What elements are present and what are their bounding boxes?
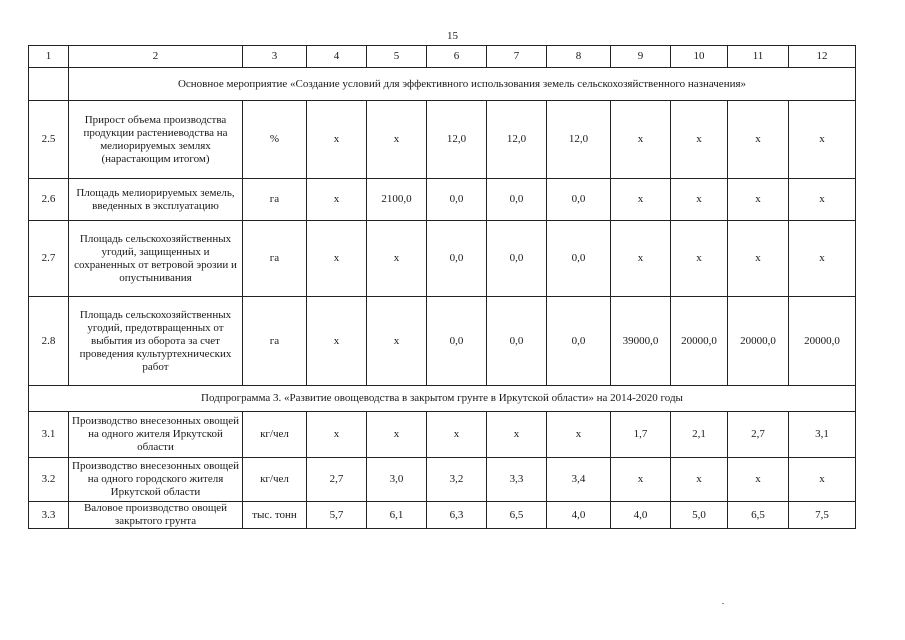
row-number: 3.2 <box>29 458 69 502</box>
value-cell: 3,0 <box>367 458 427 502</box>
unit-cell: га <box>243 179 307 221</box>
header-row <box>29 46 856 68</box>
value-cell: х <box>307 179 367 221</box>
header-cell: 2 <box>69 46 243 68</box>
value-cell: х <box>789 179 856 221</box>
header-cell: 4 <box>307 46 367 68</box>
header-cell: 5 <box>367 46 427 68</box>
header-cell: 7 <box>487 46 547 68</box>
empty-cell <box>29 68 69 101</box>
section-row-main-activity <box>29 68 856 101</box>
table-row-2-6 <box>29 179 856 221</box>
value-cell: х <box>367 297 427 386</box>
value-cell: 0,0 <box>427 179 487 221</box>
value-cell: х <box>307 101 367 179</box>
value-cell: 12,0 <box>547 101 611 179</box>
value-cell: х <box>671 221 728 297</box>
value-cell: 0,0 <box>547 179 611 221</box>
value-cell: х <box>611 221 671 297</box>
value-cell: 3,4 <box>547 458 611 502</box>
indicator-name: Производство внесезонных овощей на одного жителя Иркутской области <box>69 412 243 458</box>
unit-cell: га <box>243 221 307 297</box>
value-cell: 0,0 <box>547 297 611 386</box>
value-cell: 12,0 <box>487 101 547 179</box>
value-cell: 20000,0 <box>728 297 789 386</box>
table-row-3-2 <box>29 458 856 502</box>
unit-cell: кг/чел <box>243 458 307 502</box>
value-cell: х <box>728 101 789 179</box>
value-cell: 6,5 <box>728 502 789 529</box>
value-cell: 20000,0 <box>789 297 856 386</box>
indicator-name: Производство внесезонных овощей на одного городского жителя Иркутской области <box>69 458 243 502</box>
value-cell: х <box>789 101 856 179</box>
value-cell: 12,0 <box>427 101 487 179</box>
table-row-3-3 <box>29 502 856 529</box>
row-number: 2.5 <box>29 101 69 179</box>
table-row-2-8 <box>29 297 856 386</box>
value-cell: х <box>611 458 671 502</box>
indicator-name: Площадь сельскохозяйственных угодий, защищенных и сохраненных от ветровой эрозии и опустынивания <box>69 221 243 297</box>
header-cell: 6 <box>427 46 487 68</box>
value-cell: 2,1 <box>671 412 728 458</box>
value-cell: 5,0 <box>671 502 728 529</box>
value-cell: х <box>367 221 427 297</box>
value-cell: 4,0 <box>547 502 611 529</box>
header-cell: 1 <box>29 46 69 68</box>
row-number: 3.1 <box>29 412 69 458</box>
indicators-table <box>28 45 856 529</box>
row-number: 2.7 <box>29 221 69 297</box>
scan-speck <box>722 603 724 604</box>
unit-cell: га <box>243 297 307 386</box>
value-cell: 3,3 <box>487 458 547 502</box>
value-cell: х <box>307 412 367 458</box>
value-cell: х <box>367 101 427 179</box>
unit-cell: кг/чел <box>243 412 307 458</box>
value-cell: 3,1 <box>789 412 856 458</box>
value-cell: 2100,0 <box>367 179 427 221</box>
value-cell: 0,0 <box>487 297 547 386</box>
value-cell: х <box>671 101 728 179</box>
value-cell: 6,1 <box>367 502 427 529</box>
value-cell: 0,0 <box>487 179 547 221</box>
value-cell: 6,5 <box>487 502 547 529</box>
value-cell: х <box>547 412 611 458</box>
table-row-3-1 <box>29 412 856 458</box>
value-cell: х <box>789 458 856 502</box>
value-cell: 6,3 <box>427 502 487 529</box>
value-cell: х <box>487 412 547 458</box>
value-cell: 3,2 <box>427 458 487 502</box>
value-cell: 2,7 <box>728 412 789 458</box>
header-cell: 3 <box>243 46 307 68</box>
value-cell: 1,7 <box>611 412 671 458</box>
value-cell: х <box>307 297 367 386</box>
value-cell: 20000,0 <box>671 297 728 386</box>
value-cell: 0,0 <box>427 221 487 297</box>
table-row-2-5 <box>29 101 856 179</box>
indicator-name: Площадь сельскохозяйственных угодий, предотвращенных от выбытия из оборота за счет проведения культуртехнических работ <box>69 297 243 386</box>
indicator-name: Прирост объема производства продукции растениеводства на мелиорируемых землях (нарастающим итогом) <box>69 101 243 179</box>
value-cell: х <box>367 412 427 458</box>
page-number: 15 <box>447 30 458 42</box>
value-cell: х <box>728 458 789 502</box>
value-cell: х <box>789 221 856 297</box>
indicator-name: Валовое производство овощей закрытого грунта <box>69 502 243 529</box>
value-cell: х <box>728 179 789 221</box>
value-cell: х <box>728 221 789 297</box>
header-cell: 8 <box>547 46 611 68</box>
value-cell: 5,7 <box>307 502 367 529</box>
value-cell: х <box>671 458 728 502</box>
value-cell: 39000,0 <box>611 297 671 386</box>
value-cell: х <box>611 179 671 221</box>
header-cell: 12 <box>789 46 856 68</box>
value-cell: 0,0 <box>487 221 547 297</box>
value-cell: х <box>307 221 367 297</box>
value-cell: 4,0 <box>611 502 671 529</box>
row-number: 3.3 <box>29 502 69 529</box>
section-row-subprogram-3 <box>29 386 856 412</box>
header-cell: 9 <box>611 46 671 68</box>
unit-cell: тыс. тонн <box>243 502 307 529</box>
indicator-name: Площадь мелиорируемых земель, введенных в эксплуатацию <box>69 179 243 221</box>
table-row-2-7 <box>29 221 856 297</box>
value-cell: 0,0 <box>547 221 611 297</box>
header-cell: 10 <box>671 46 728 68</box>
section-title-main-activity: Основное мероприятие «Создание условий для эффективного использования земель сельскохозяйственного назначения» <box>69 68 856 101</box>
unit-cell: % <box>243 101 307 179</box>
row-number: 2.6 <box>29 179 69 221</box>
value-cell: х <box>427 412 487 458</box>
section-title-subprogram-3: Подпрограмма 3. «Развитие овощеводства в закрытом грунте в Иркутской области» на 2014-2020 годы <box>29 386 856 412</box>
value-cell: 0,0 <box>427 297 487 386</box>
value-cell: 2,7 <box>307 458 367 502</box>
header-cell: 11 <box>728 46 789 68</box>
value-cell: х <box>611 101 671 179</box>
value-cell: 7,5 <box>789 502 856 529</box>
value-cell: х <box>671 179 728 221</box>
row-number: 2.8 <box>29 297 69 386</box>
